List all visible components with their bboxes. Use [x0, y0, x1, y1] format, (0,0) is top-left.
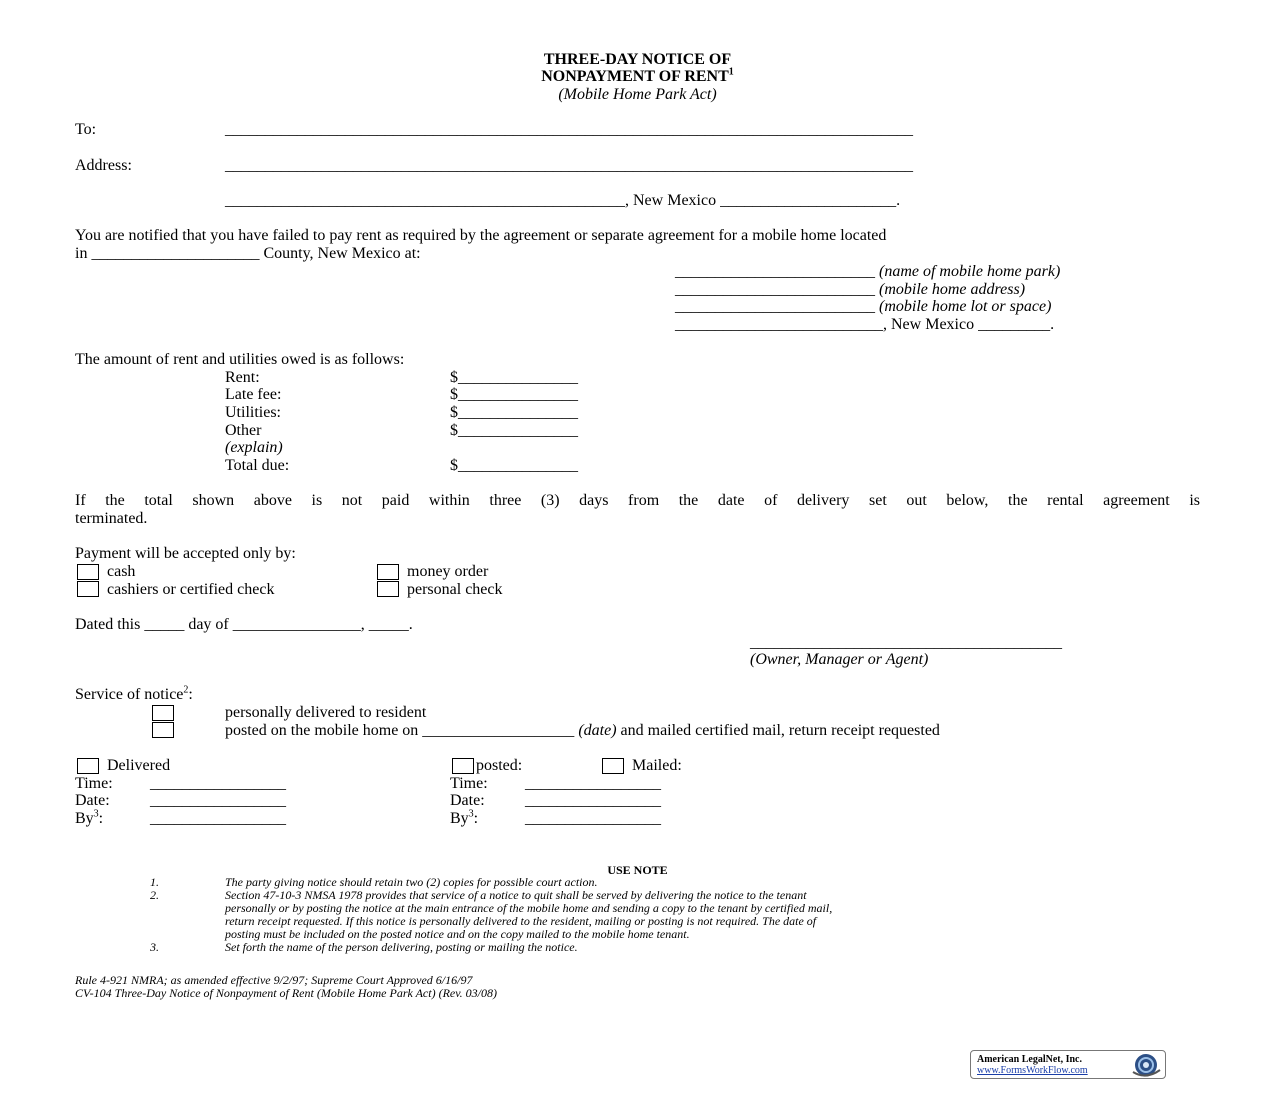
notice-paragraph-line1: You are notified that you have failed to pay rent as required by the agreement or separate agreement for a mobile home located: [75, 227, 887, 244]
money-order-label: money order: [407, 563, 489, 580]
money-order-checkbox[interactable]: [377, 564, 399, 580]
notice-paragraph-line2: in _____________________ County, New Mexico at:: [75, 245, 421, 262]
footnote-marker: 3: [93, 808, 99, 820]
subtitle: (Mobile Home Park Act): [558, 86, 717, 103]
delivered-date-label: Date:: [75, 792, 110, 809]
posted-by-label: By$^3$:: [450, 808, 479, 827]
cash-label: cash: [107, 563, 136, 580]
use-note-item-2-line1: Section 47-10-3 NMSA 1978 provides that service of a notice to quit shall be served by delivering the notice to the tenant: [225, 888, 807, 902]
delivered-label: Delivered: [107, 757, 171, 774]
rent-amount-field[interactable]: $_______________: [450, 369, 578, 386]
globe-swirl-icon: [1129, 1052, 1163, 1078]
delivered-date-field[interactable]: _________________: [150, 792, 286, 809]
personal-check-checkbox[interactable]: [377, 581, 399, 597]
city-state-zip-line[interactable]: __________________________________________________, New Mexico ______________________.: [225, 192, 901, 209]
service-of-notice-label: Service of notice$^2$:: [75, 684, 193, 703]
rent-label: Rent:: [225, 369, 260, 386]
address-field[interactable]: ______________________________________________________________________________________: [225, 157, 913, 174]
personal-check-label: personal check: [407, 581, 503, 598]
park-name-line[interactable]: _________________________ (name of mobile home park): [675, 263, 1061, 280]
posted-block-label: posted:: [476, 757, 523, 774]
use-note-number-1: 1.: [150, 875, 159, 889]
logo-website-link[interactable]: www.FormsWorkFlow.com: [977, 1065, 1088, 1076]
posted-time-field[interactable]: _________________: [525, 775, 661, 792]
to-label: To:: [75, 121, 97, 138]
cash-checkbox[interactable]: [77, 564, 99, 580]
use-note-item-1: The party giving notice should retain two (2) copies for possible court action.: [225, 875, 598, 889]
delivered-by-label: By$^3$:: [75, 808, 104, 827]
explain-label: (explain): [225, 439, 283, 456]
home-address-line[interactable]: _________________________ (mobile home address): [675, 281, 1026, 298]
mailed-label: Mailed:: [632, 757, 682, 774]
posted-checkbox[interactable]: [152, 722, 174, 738]
lot-space-line[interactable]: _________________________ (mobile home lot or space): [675, 298, 1052, 315]
amounts-intro: The amount of rent and utilities owed is as follows:: [75, 351, 405, 368]
footnote-marker: 1: [728, 66, 734, 78]
other-amount-field[interactable]: $_______________: [450, 422, 578, 439]
personally-delivered-label: personally delivered to resident: [225, 704, 427, 721]
use-note-heading: USE NOTE: [607, 863, 668, 877]
to-field[interactable]: ______________________________________________________________________________________: [225, 121, 913, 138]
delivered-checkbox[interactable]: [77, 758, 99, 774]
posted-and-mailed-line[interactable]: posted on the mobile home on ___________________ (date) and mailed certified mail, return receipt requested: [225, 722, 940, 739]
dated-line[interactable]: Dated this _____ day of ________________, _____.: [75, 616, 413, 633]
utilities-label: Utilities:: [225, 404, 281, 421]
signature-caption: (Owner, Manager or Agent): [750, 651, 929, 668]
cashiers-check-label: cashiers or certified check: [107, 581, 275, 598]
delivered-by-field[interactable]: _________________: [150, 810, 286, 827]
american-legalnet-logo[interactable]: [970, 1050, 1166, 1079]
delivered-time-label: Time:: [75, 775, 113, 792]
footnote-marker: 3: [468, 808, 474, 820]
total-due-label: Total due:: [225, 457, 290, 474]
late-fee-label: Late fee:: [225, 386, 282, 403]
termination-paragraph-line1: If the total shown above is not paid within three (3) days from the date of delivery set out below, the rental agreement is: [75, 492, 1200, 509]
utilities-amount-field[interactable]: $_______________: [450, 404, 578, 421]
use-note-item-3: Set forth the name of the person delivering, posting or mailing the notice.: [225, 940, 578, 954]
posted-block-checkbox[interactable]: [452, 758, 474, 774]
signature-line[interactable]: _______________________________________: [750, 634, 1062, 651]
footnote-marker: 2: [183, 684, 189, 696]
other-label: Other: [225, 422, 262, 439]
termination-paragraph-line2: terminated.: [75, 510, 148, 527]
posted-date-field[interactable]: _________________: [525, 792, 661, 809]
location-city-line[interactable]: __________________________, New Mexico _________.: [675, 316, 1055, 333]
use-note-item-2-line4: posting must be included on the posted notice and on the copy mailed to the mobile home tenant.: [225, 927, 690, 941]
title-line2: NONPAYMENT OF RENT$^1$: [541, 66, 734, 85]
posted-by-field[interactable]: _________________: [525, 810, 661, 827]
form-identifier: CV-104 Three-Day Notice of Nonpayment of Rent (Mobile Home Park Act) (Rev. 03/08): [75, 986, 498, 1000]
use-note-number-3: 3.: [150, 940, 159, 954]
use-note-item-2-line3: return receipt requested. If this notice is personally delivered to the resident, mailing or posting is not required. The date of: [225, 914, 817, 928]
delivered-time-field[interactable]: _________________: [150, 775, 286, 792]
posted-date-label: Date:: [450, 792, 485, 809]
title-line1: THREE-DAY NOTICE OF: [543, 51, 732, 68]
use-note-item-2-line2: personally or by posting the notice at the main entrance of the mobile home and sending a copy to the tenant by certified mail,: [225, 901, 833, 915]
total-due-amount-field[interactable]: $_______________: [450, 457, 578, 474]
posted-time-label: Time:: [450, 775, 488, 792]
personally-delivered-checkbox[interactable]: [152, 705, 174, 721]
rule-citation: Rule 4-921 NMRA; as amended effective 9/2/97; Supreme Court Approved 6/16/97: [75, 973, 473, 987]
use-note-number-2: 2.: [150, 888, 159, 902]
late-fee-amount-field[interactable]: $_______________: [450, 386, 578, 403]
address-label: Address:: [75, 157, 132, 174]
payment-intro: Payment will be accepted only by:: [75, 545, 296, 562]
cashiers-check-checkbox[interactable]: [77, 581, 99, 597]
mailed-checkbox[interactable]: [602, 758, 624, 774]
logo-company-name: American LegalNet, Inc.: [977, 1054, 1082, 1065]
